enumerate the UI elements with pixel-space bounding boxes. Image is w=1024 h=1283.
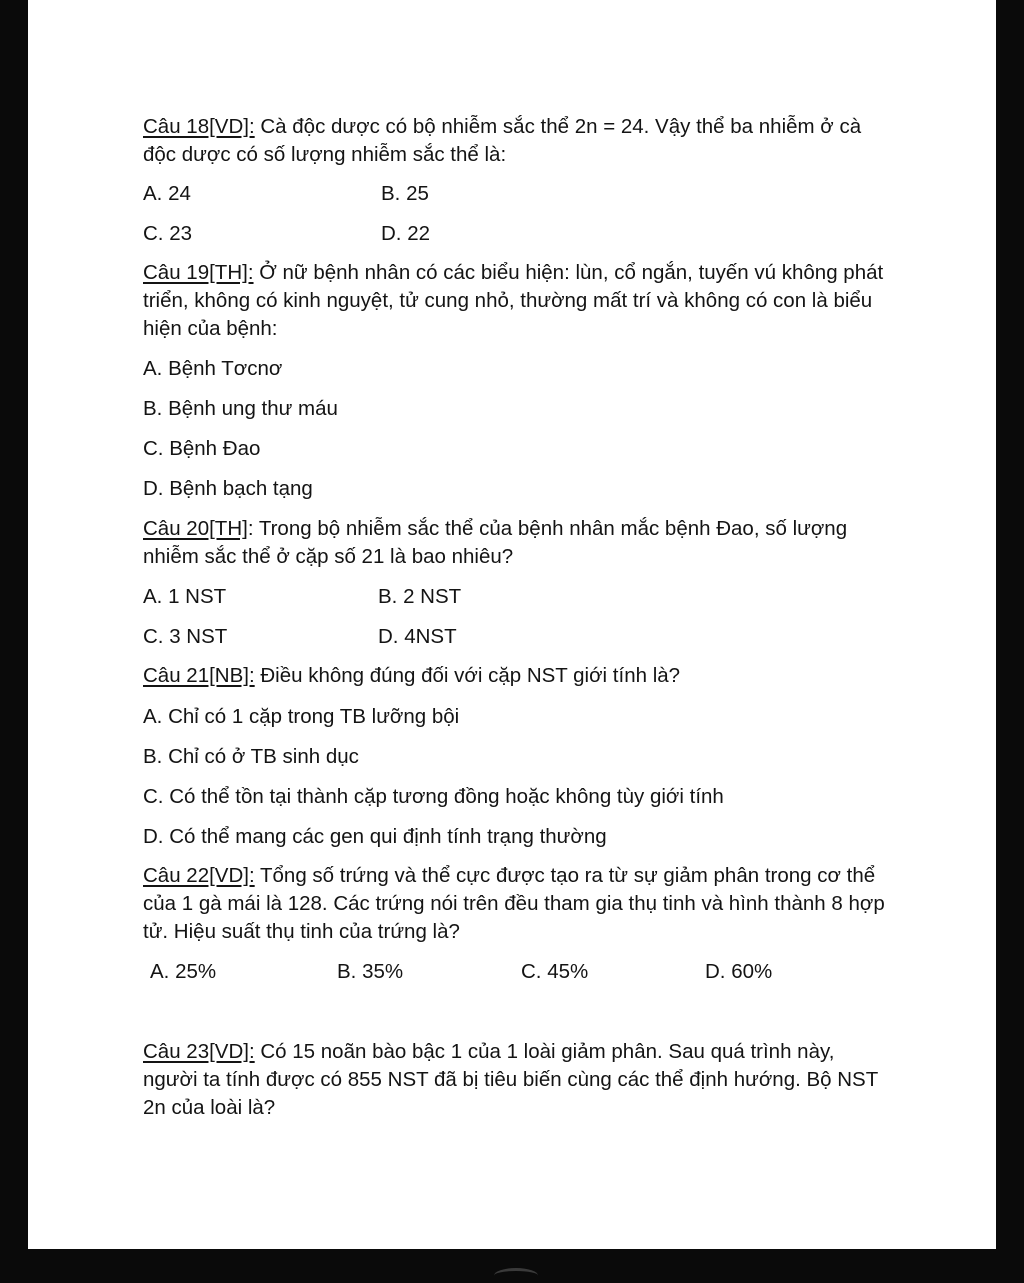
question-18-option-d: D. 22	[381, 222, 430, 245]
question-21-text: Điều không đúng đối với cặp NST giới tính là?	[260, 664, 681, 687]
question-19-option-b: B. Bệnh ung thư máu	[143, 397, 338, 420]
question-18	[143, 113, 893, 169]
question-22-option-b: B. 35%	[337, 960, 404, 983]
question-21	[143, 662, 893, 690]
question-18-label: Câu 18[VD]:	[143, 115, 255, 138]
question-23-text: Có 15 noãn bào bậc 1 của 1 loài giảm phân. Sau quá trình này, người ta tính được có 855 NST đã bị tiêu biến cùng các thể định hướng. Bộ NST 2n của loài là?	[143, 1040, 878, 1119]
question-19	[143, 259, 893, 343]
question-19-label: Câu 19[TH]:	[143, 261, 254, 284]
next-page-edge	[494, 1268, 538, 1283]
question-20	[143, 515, 893, 571]
question-22-option-c: C. 45%	[521, 960, 589, 983]
question-18-option-a: A. 24	[143, 182, 191, 205]
question-18-option-b: B. 25	[381, 182, 429, 205]
question-23-label: Câu 23[VD]:	[143, 1040, 255, 1063]
question-18-option-c: C. 23	[143, 222, 192, 245]
question-20-option-a: A. 1 NST	[143, 585, 227, 608]
question-20-option-d: D. 4NST	[378, 625, 457, 648]
question-22-option-d: D. 60%	[705, 960, 773, 983]
question-22	[143, 862, 893, 946]
question-23	[143, 1038, 893, 1122]
question-19-text: Ở nữ bệnh nhân có các biểu hiện: lùn, cổ ngắn, tuyến vú không phát triển, không có kinh nguyệt, tử cung nhỏ, thường mất trí và không có con là biểu hiện của bệnh:	[143, 261, 884, 340]
question-19-option-a: A. Bệnh Tơcnơ	[143, 357, 283, 380]
question-20-option-c: C. 3 NST	[143, 625, 228, 648]
question-19-option-c: C. Bệnh Đao	[143, 437, 261, 460]
question-20-text: : Trong bộ nhiễm sắc thể của bệnh nhân mắc bệnh Đao, số lượng nhiễm sắc thể ở cặp số 21 là bao nhiêu?	[143, 517, 848, 568]
question-21-option-b: B. Chỉ có ở TB sinh dục	[143, 745, 359, 768]
document-page	[28, 0, 996, 1249]
question-20-label: Câu 20[TH]	[143, 517, 248, 540]
question-21-label: Câu 21[NB]:	[143, 664, 255, 687]
question-18-text: Cà độc dược có bộ nhiễm sắc thể 2n = 24. Vậy thể ba nhiễm ở cà độc dược có số lượng nhiễm sắc thể là:	[143, 115, 862, 166]
question-22-text: Tổng số trứng và thể cực được tạo ra từ sự giảm phân trong cơ thể của 1 gà mái là 128. Các trứng nói trên đều tham gia thụ tinh và hình thành 8 hợp tử. Hiệu suất thụ tinh của trứng là?	[143, 864, 885, 943]
question-20-option-b: B. 2 NST	[378, 585, 462, 608]
question-21-option-c: C. Có thể tồn tại thành cặp tương đồng hoặc không tùy giới tính	[143, 785, 724, 808]
question-22-option-a: A. 25%	[150, 960, 217, 983]
question-21-option-d: D. Có thể mang các gen qui định tính trạng thường	[143, 825, 607, 848]
question-22-label: Câu 22[VD]:	[143, 864, 255, 887]
question-21-option-a: A. Chỉ có 1 cặp trong TB lưỡng bội	[143, 705, 460, 728]
question-19-option-d: D. Bệnh bạch tạng	[143, 477, 313, 500]
